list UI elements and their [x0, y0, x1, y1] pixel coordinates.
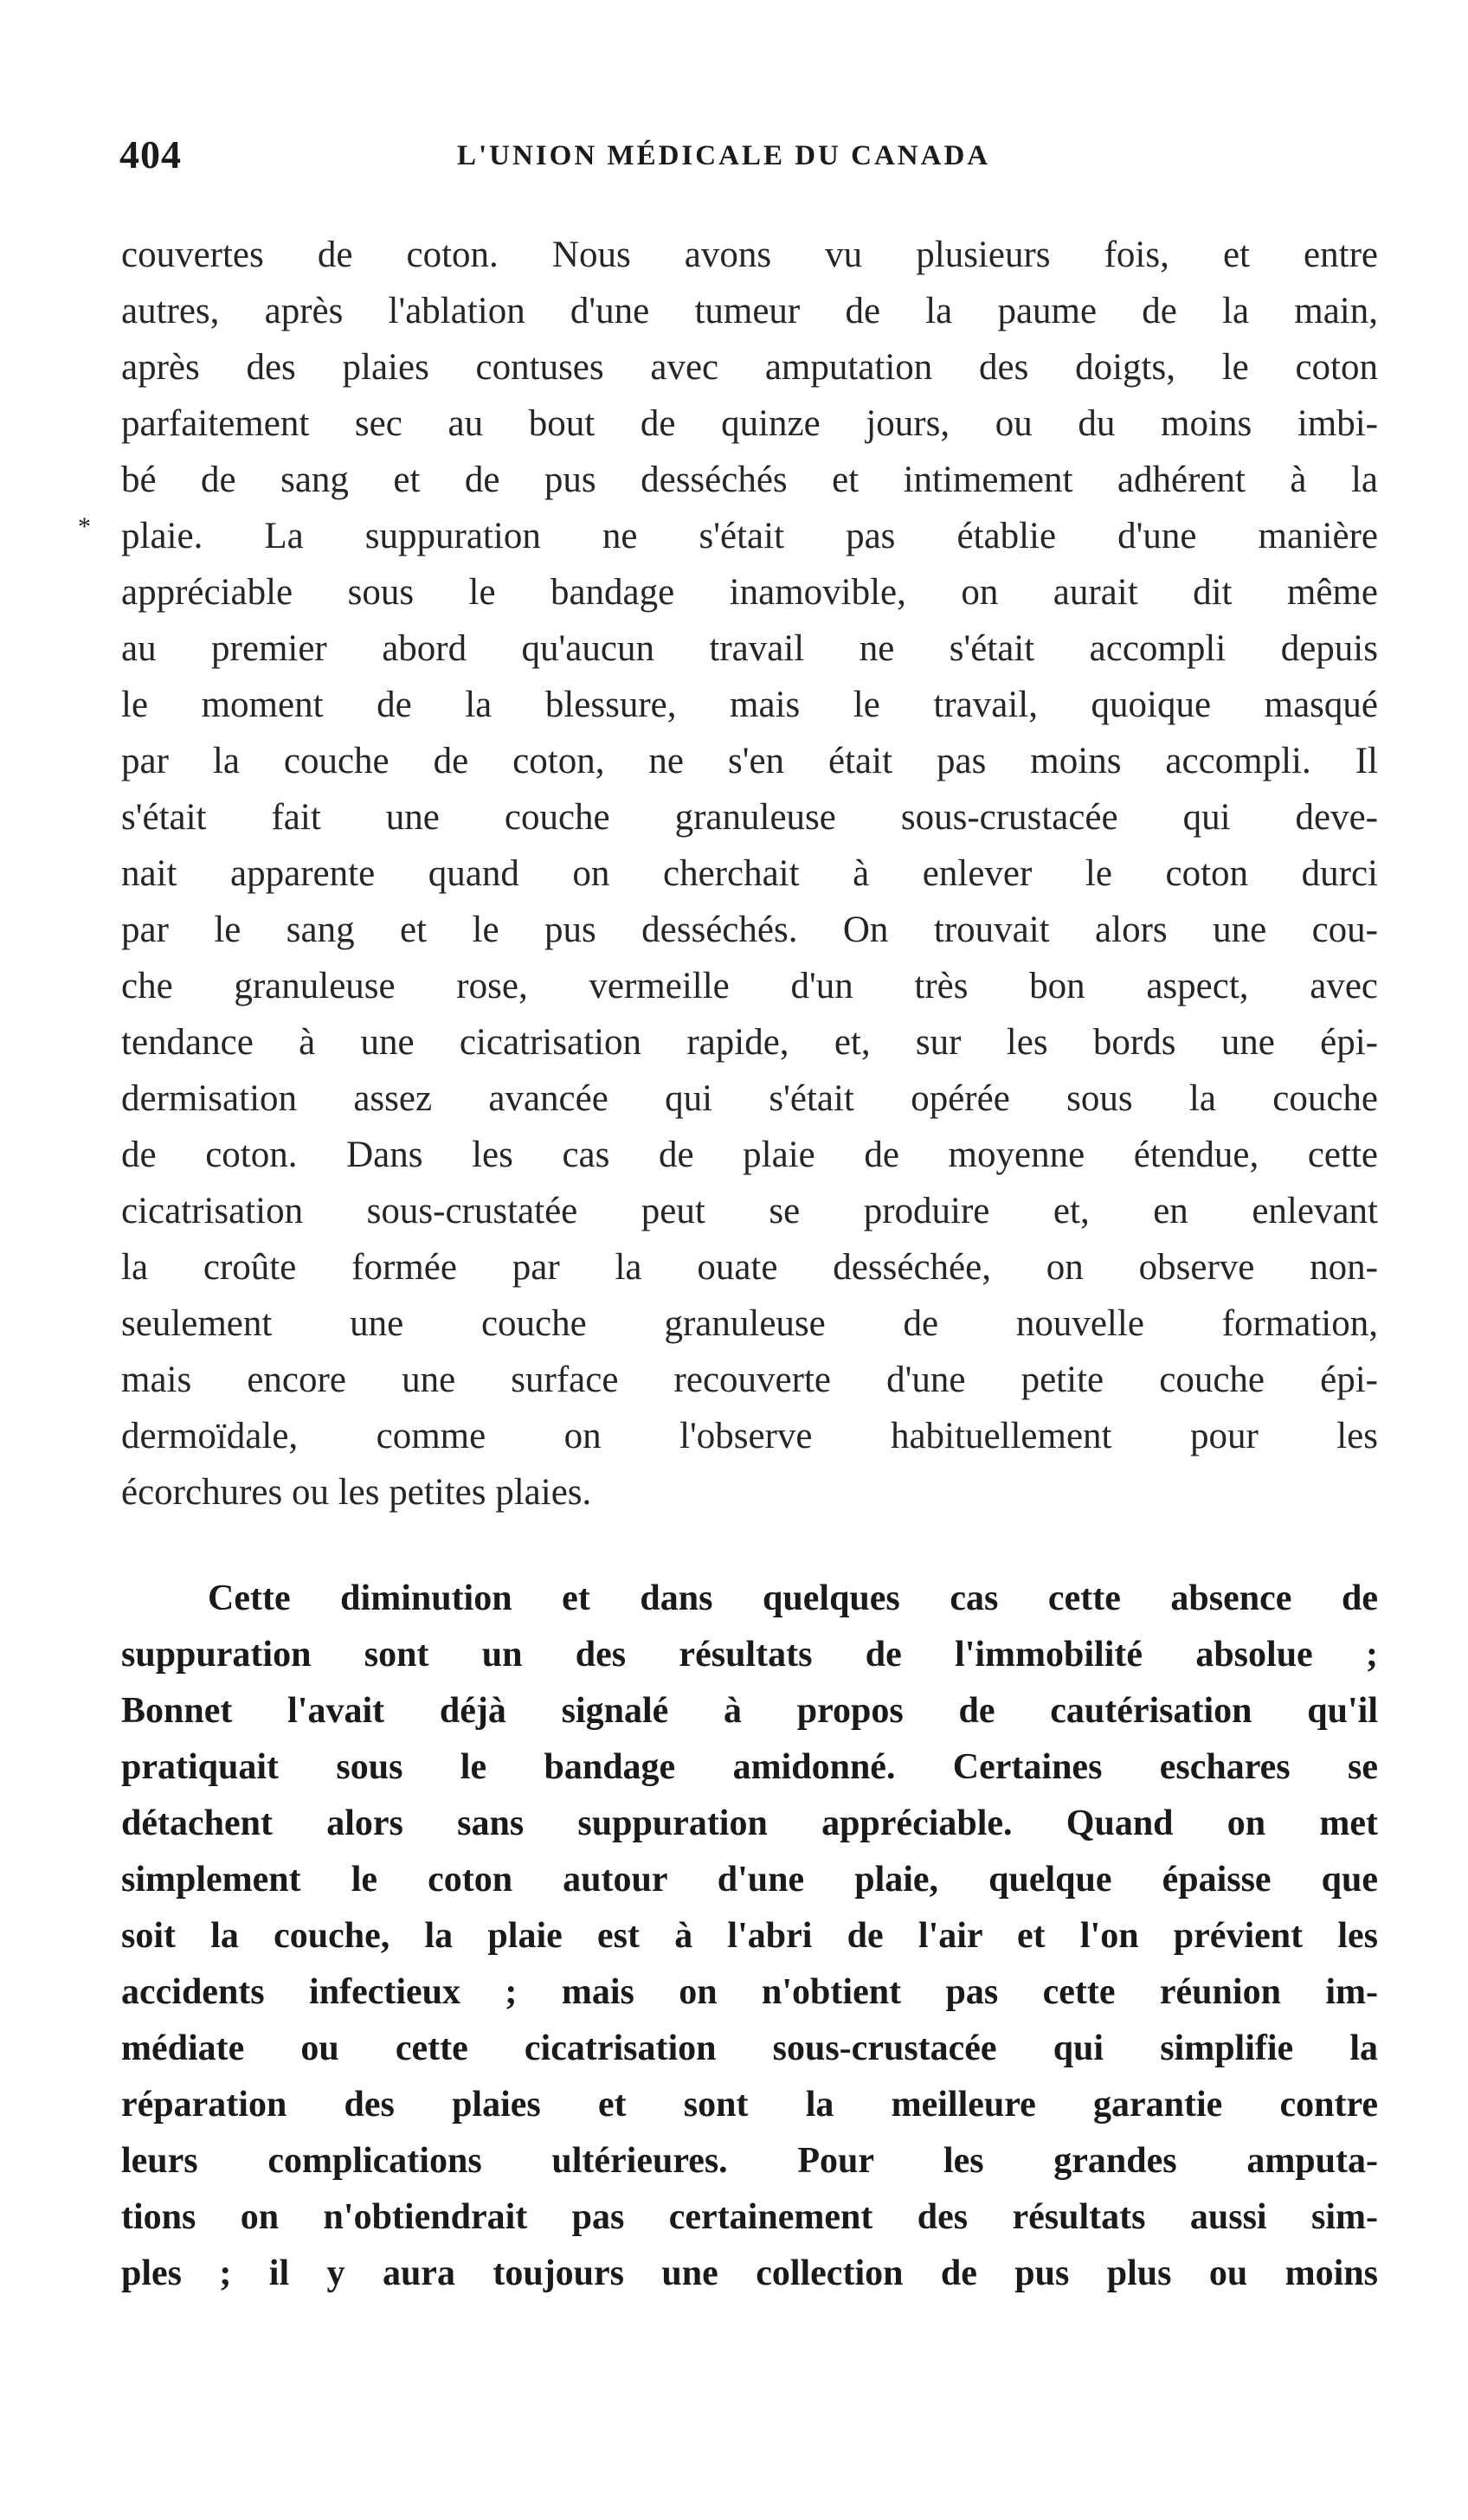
text-line: réparation des plaies et sont la meilleure garantie contre	[121, 2085, 1378, 2125]
text-line: pratiquait sous le bandage amidonné. Certaines eschares se	[121, 1747, 1378, 1787]
text-line: la croûte formée par la ouate desséchée, on observe non-	[121, 1247, 1378, 1288]
text-line: nait apparente quand on cherchait à enlever le coton durci	[121, 853, 1378, 894]
running-head	[119, 132, 1383, 183]
text-line: autres, après l'ablation d'une tumeur de la paume de la main,	[121, 291, 1378, 331]
text-line: Bonnet l'avait déjà signalé à propos de cautérisation qu'il	[121, 1691, 1378, 1731]
text-line: cicatrisation sous-crustatée peut se produire et, en enlevant	[121, 1191, 1378, 1231]
paragraph-2	[121, 1571, 1378, 2302]
text-line: simplement le coton autour d'une plaie, quelque épaisse que	[121, 1860, 1378, 1900]
text-line: plaie. La suppuration ne s'était pas établie d'une manière	[121, 516, 1378, 556]
text-line: tions on n'obtiendrait pas certainement des résultats aussi sim-	[121, 2197, 1378, 2237]
text-line: mais encore une surface recouverte d'une petite couche épi-	[121, 1360, 1378, 1400]
body-text	[121, 227, 1378, 2302]
text-line: détachent alors sans suppuration appréciable. Quand on met	[121, 1803, 1378, 1843]
text-line: parfaitement sec au bout de quinze jours, ou du moins imbi-	[121, 403, 1378, 444]
text-line: tendance à une cicatrisation rapide, et, sur les bords une épi-	[121, 1022, 1378, 1063]
text-line: seulement une couche granuleuse de nouvelle formation,	[121, 1303, 1378, 1344]
text-line: accidents infectieux ; mais on n'obtient pas cette réunion im-	[121, 1972, 1378, 2012]
journal-title: L'UNION MÉDICALE DU CANADA	[457, 140, 991, 171]
text-line: écorchures ou les petites plaies.	[121, 1472, 592, 1513]
text-line: de coton. Dans les cas de plaie de moyenne étendue, cette	[121, 1135, 1378, 1175]
text-line: che granuleuse rose, vermeille d'un très bon aspect, avec	[121, 966, 1378, 1006]
text-line: après des plaies contuses avec amputation des doigts, le coton	[121, 347, 1378, 388]
text-line: couvertes de coton. Nous avons vu plusieurs fois, et entre	[121, 235, 1378, 275]
paragraph-1	[121, 227, 1378, 1520]
text-line: ples ; il y aura toujours une collection de pus plus ou moins	[121, 2253, 1378, 2293]
text-line: au premier abord qu'aucun travail ne s'était accompli depuis	[121, 628, 1378, 669]
page-number: 404	[119, 132, 182, 177]
text-line: dermoïdale, comme on l'observe habituellement pour les	[121, 1416, 1378, 1456]
text-line: le moment de la blessure, mais le travail, quoique masqué	[121, 685, 1378, 725]
text-line: soit la couche, la plaie est à l'abri de l'air et l'on prévient les	[121, 1916, 1378, 1956]
text-line: appréciable sous le bandage inamovible, on aurait dit même	[121, 572, 1378, 613]
text-line: suppuration sont un des résultats de l'immobilité absolue ;	[121, 1635, 1378, 1675]
text-line: bé de sang et de pus desséchés et intimement adhérent à la	[121, 460, 1378, 500]
text-line: par le sang et le pus desséchés. On trouvait alors une cou-	[121, 910, 1378, 950]
text-line: Cette diminution et dans quelques cas cette absence de	[208, 1578, 1378, 1618]
text-line: par la couche de coton, ne s'en était pas moins accompli. Il	[121, 741, 1378, 781]
text-line: dermisation assez avancée qui s'était opérée sous la couche	[121, 1078, 1378, 1119]
text-line: médiate ou cette cicatrisation sous-crustacée qui simplifie la	[121, 2028, 1378, 2068]
text-line: leurs complications ultérieures. Pour les grandes amputa-	[121, 2141, 1378, 2181]
text-line: s'était fait une couche granuleuse sous-crustacée qui deve-	[121, 797, 1378, 838]
margin-mark: *	[78, 512, 91, 541]
